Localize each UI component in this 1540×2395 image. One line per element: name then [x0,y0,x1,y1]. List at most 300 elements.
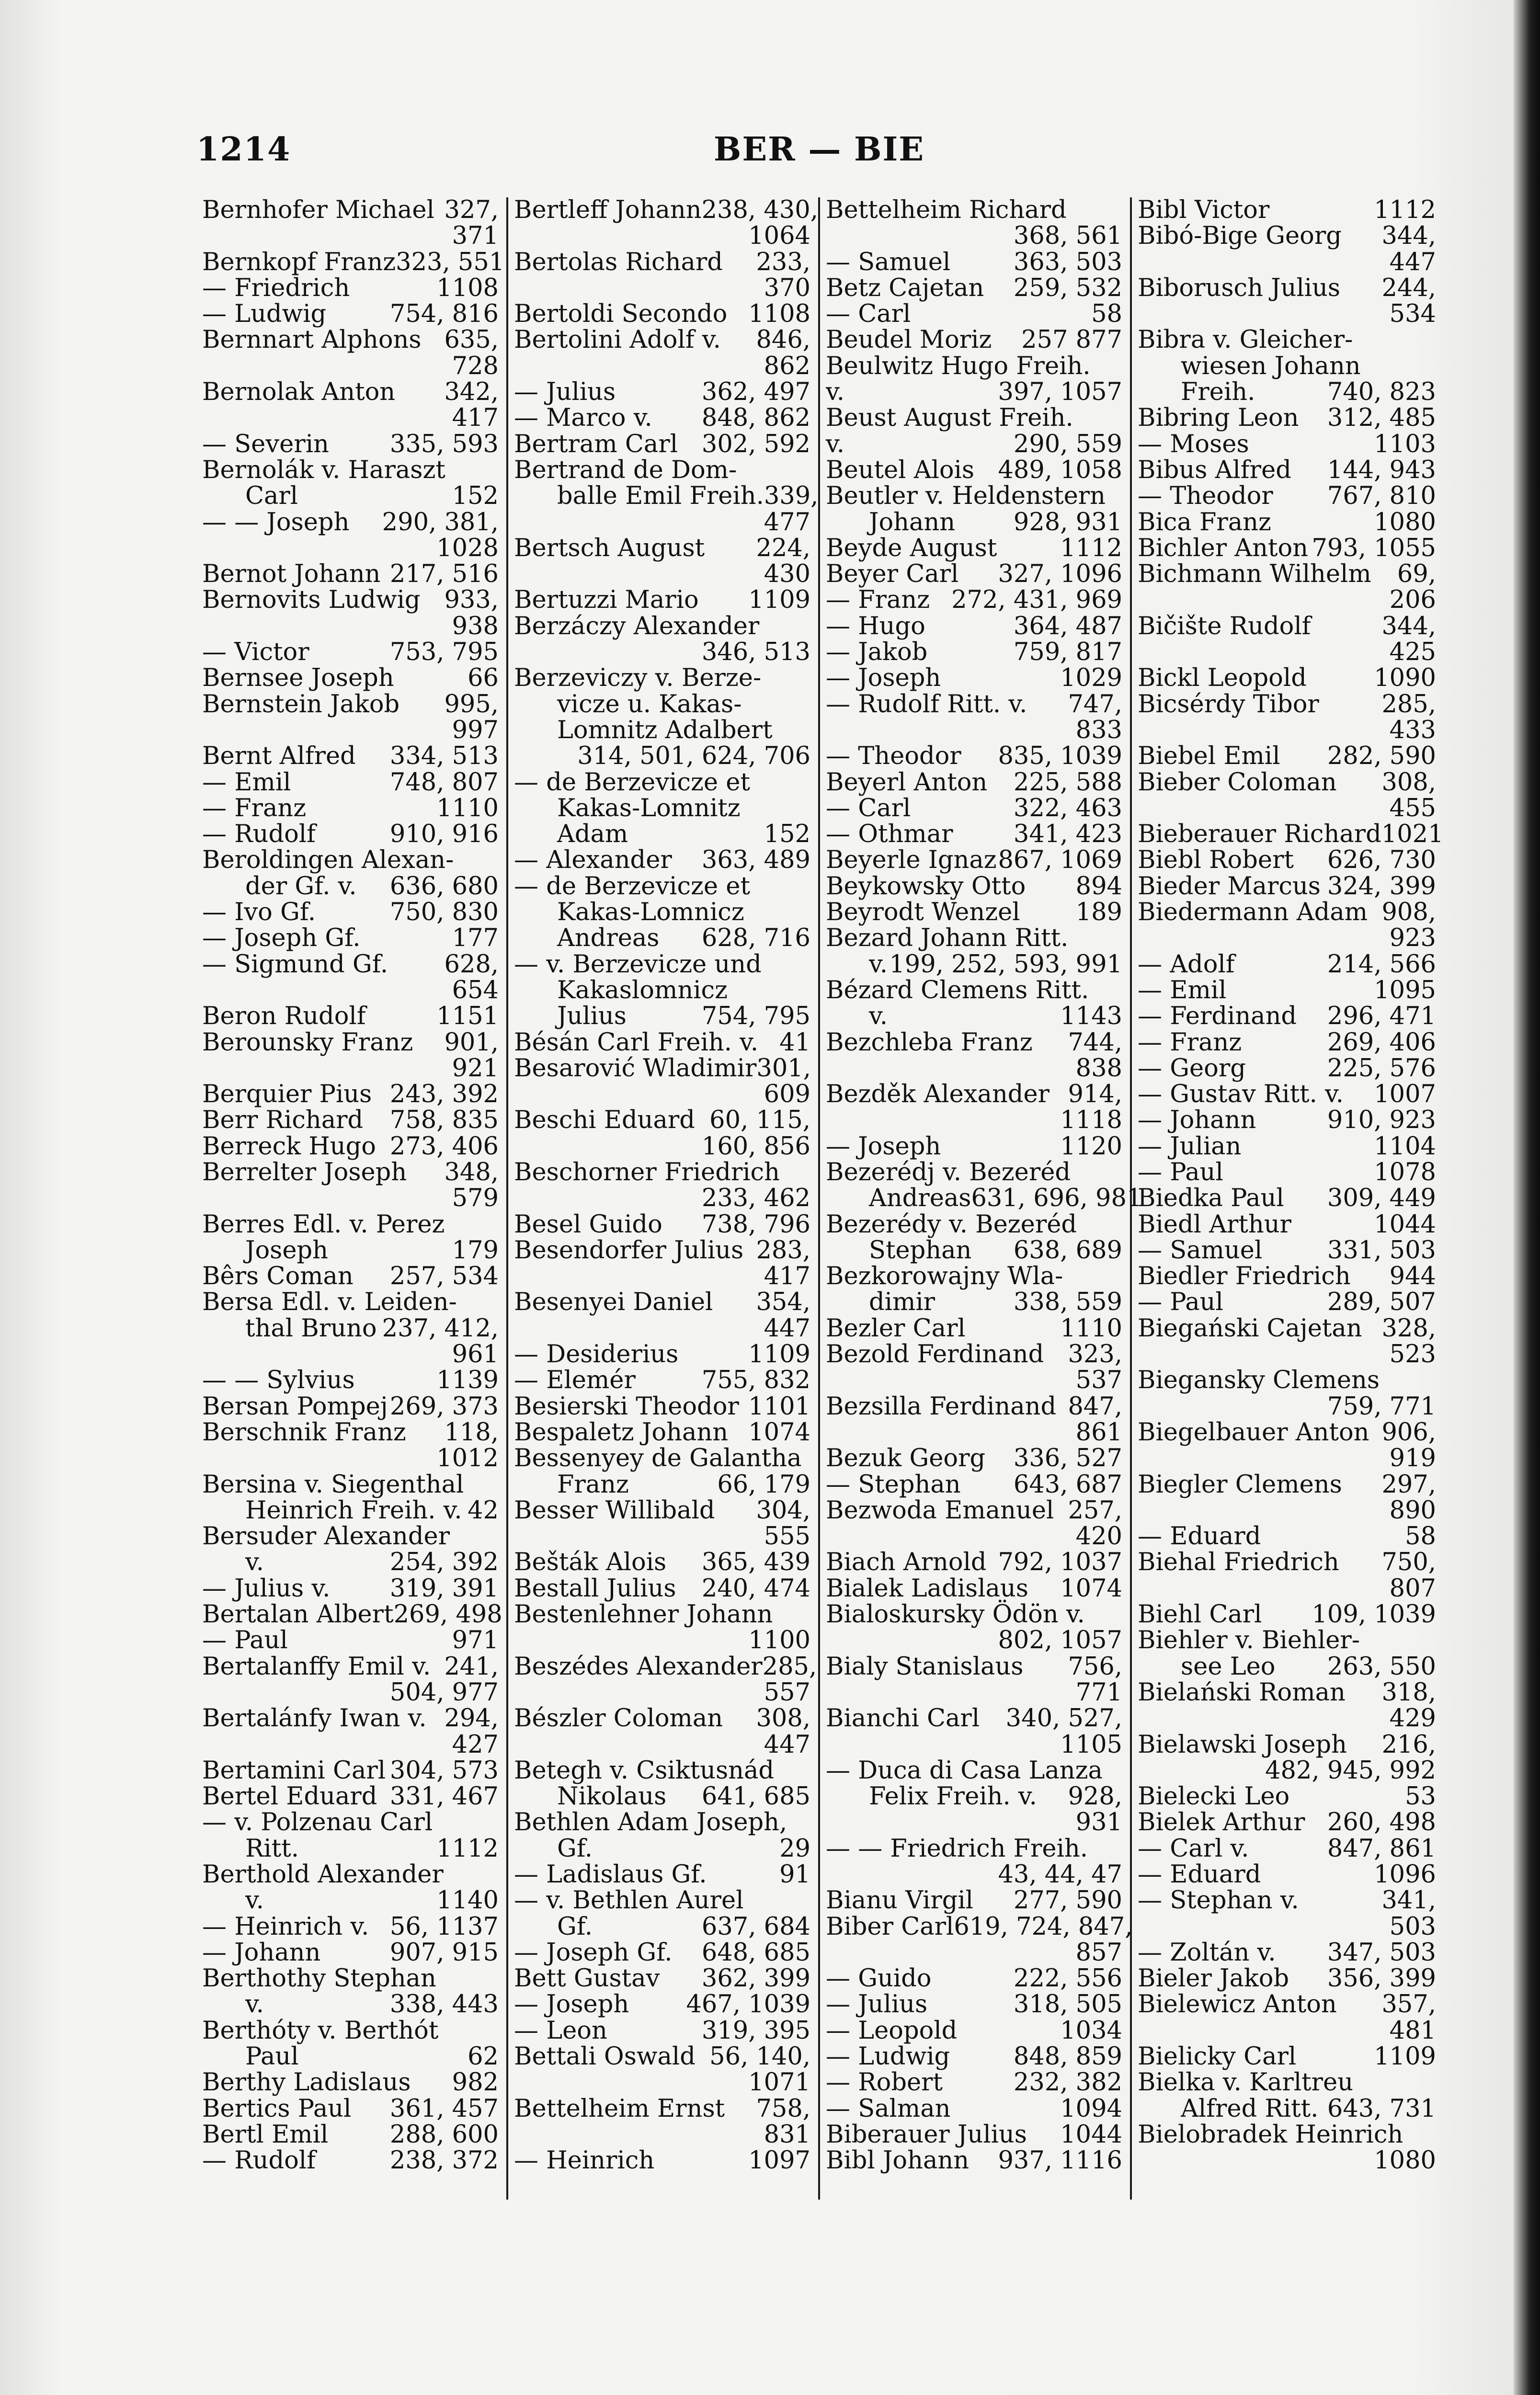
entry-line [1138,354,1436,379]
entry-page-refs: 838 [1075,1054,1122,1083]
entry-line [826,900,1122,925]
entry-name: — Paul [1138,1158,1223,1186]
directory-entry-line [1138,1212,1436,1238]
entry-page-refs: 152 [452,482,499,511]
directory-entry-line [514,1576,810,1602]
entry-line [826,2148,1122,2174]
entry-line [202,1654,499,1680]
entry-line [826,379,1122,405]
directory-entry-line [826,561,1122,587]
directory-entry-line [202,1289,499,1315]
entry-page-refs: 41 [779,1028,810,1057]
entry-page-refs: 312, 485 [1327,404,1436,433]
entry-page-refs: 331, 503 [1327,1236,1436,1265]
entry-page-refs: 890 [1389,1496,1436,1525]
entry-line [826,1784,1122,1810]
entry-line [202,1888,499,1914]
entry-name: balle Emil Freih. [557,482,764,511]
entry-page-refs: 1007 [1374,1080,1436,1109]
entry-name: Kakaslomnicz [557,976,728,1004]
entry-name: Bezděk Alexander [826,1080,1050,1109]
directory-entry-line [1138,614,1436,639]
entry-name: Berzeviczy v. Berze- [514,664,762,693]
entry-name: — Sigmund Gf. [202,950,388,979]
entry-name: vicze u. Kakas- [557,690,742,718]
entry-name: Besenyei Daniel [514,1288,713,1317]
directory-entry-line [202,432,499,457]
entry-line [1138,639,1436,665]
directory-entry-line [1138,1107,1436,1133]
entry-line [202,1368,499,1393]
entry-line [1138,587,1436,613]
entry-line [514,1914,810,1940]
entry-name: Beschi Eduard [514,1106,695,1135]
directory-entry-line [826,692,1122,718]
entry-line [202,1836,499,1862]
entry-line [202,1576,499,1602]
entry-line [1138,2044,1436,2070]
directory-entry-line [514,301,810,327]
entry-name: — Emil [1138,976,1227,1004]
entry-page-refs: 937, 1116 [998,2146,1122,2175]
directory-entry-line [1138,1472,1436,1498]
entry-line [202,1940,499,1966]
directory-entry-line [514,1758,810,1784]
entry-line [826,1732,1122,1758]
entry-name: — Joseph [826,1132,941,1161]
directory-entry-line [202,692,499,718]
directory-entry-line [1138,354,1436,379]
entry-page-refs: 357, [1381,1990,1436,2019]
entry-line [1138,1056,1436,1082]
directory-entry-line [514,1992,810,2018]
entry-name: — Rudolf Ritt. v. [826,690,1027,718]
entry-line [514,925,810,951]
entry-name: Beron Rudolf [202,1002,366,1031]
entry-page-refs: 907, 915 [389,1938,499,1967]
directory-entry-line [1138,1810,1436,1836]
entry-page-refs: 631, 696, 981 [971,1184,1142,1213]
directory-entry-line [1138,1134,1436,1160]
directory-entry-line [826,665,1122,691]
entry-name: Bibus Alfred [1138,456,1291,484]
entry-name: — Ferdinand [1138,1002,1297,1031]
entry-name: Bickl Leopold [1138,664,1307,693]
directory-entry-line [514,1394,810,1420]
entry-line [202,1600,502,1629]
directory-entry-line [1138,665,1436,691]
entry-page-refs: 928, 931 [1013,508,1122,536]
entry-page-refs: 433 [1389,716,1436,744]
entry-line [826,275,1122,301]
entry-line [514,1160,810,1186]
directory-entry-line [826,978,1122,1004]
entry-line [826,1134,1122,1160]
directory-entry-line [514,2096,810,2122]
entry-line [202,1212,499,1238]
entry-page-refs: 1109 [1374,2042,1436,2071]
entry-line [202,1706,499,1732]
directory-entry-line [826,952,1122,978]
entry-line [1138,1966,1436,1992]
directory-entry-line [514,561,810,587]
entry-name: Freih. [1181,378,1255,407]
entry-page-refs: 1080 [1374,2146,1436,2175]
entry-page-refs: 244, [1381,274,1436,302]
entry-page-refs: 1028 [436,534,499,562]
directory-entry-line [514,510,810,536]
entry-line [826,978,1122,1004]
entry-line [1138,1810,1436,1836]
directory-entry-line [202,457,499,483]
entry-page-refs: 309, 449 [1327,1184,1436,1213]
entry-line [514,587,810,613]
entry-line [514,1056,810,1082]
entry-page-refs: 1120 [1060,1132,1122,1161]
entry-line [202,1446,499,1471]
directory-entry-line [202,327,499,353]
entry-page-refs: 277, 590 [1013,1886,1122,1915]
entry-page-refs: 318, 505 [1013,1990,1122,2019]
entry-name: Berzáczy Alexander [514,612,760,640]
entry-page-refs: 654 [452,976,499,1004]
entry-name: — Johann [202,1938,321,1967]
entry-page-refs: 263, 550 [1327,1652,1436,1681]
entry-name: Bieberauer Richard [1138,820,1381,849]
entry-line [514,2096,810,2122]
entry-name: Berthóty v. Berthót [202,2016,439,2045]
entry-line [826,510,1122,536]
entry-page-refs: 341, [1381,1886,1436,1915]
entry-page-refs: 238, 372 [389,2146,499,2175]
entry-line [514,223,810,249]
directory-entry-line [514,1602,810,1628]
entry-name: — — Sylvius [202,1366,355,1395]
entry-name: Besel Guido [514,1210,662,1239]
directory-entry-line [826,275,1122,301]
entry-name: Beust August Freih. [826,404,1073,433]
entry-line [202,1732,499,1758]
directory-entry-line [514,1524,810,1550]
directory-entry-line [202,1342,499,1368]
entry-page-refs: 643, 687 [1013,1470,1122,1499]
directory-entry-line [202,248,505,276]
entry-name: — Joseph Gf. [202,924,361,953]
directory-entry-line [514,1107,810,1133]
entry-line [202,1030,499,1056]
entry-page-refs: 894 [1075,872,1122,901]
directory-entry-line [202,510,499,536]
entry-name: Bielobradek Heinrich [1138,2120,1403,2149]
column-3 [820,196,1142,2200]
entry-line [202,1342,499,1368]
directory-entry-line [514,1134,810,1160]
entry-line [1138,1836,1436,1862]
entry-page-refs: 341, 423 [1013,820,1122,849]
directory-entry-line [1138,1758,1436,1784]
entry-page-refs: 327, [444,196,499,224]
entry-line [202,587,499,613]
entry-line [514,718,810,743]
directory-entry-line [202,1940,499,1966]
directory-entry-line [1138,1004,1436,1029]
entry-name: — Franz [826,586,930,615]
entry-name: — Georg [1138,1054,1246,1083]
entry-name: v. [869,1002,888,1031]
entry-name: — Theodor [826,742,961,771]
entry-name: Bettali Oswald [514,2042,696,2071]
entry-line [826,250,1122,275]
directory-entry-line [202,952,499,978]
entry-page-refs: 214, 566 [1327,950,1436,979]
entry-line [826,432,1122,457]
entry-line [202,275,499,301]
entry-page-refs: 609 [764,1080,810,1109]
entry-name: — Guido [826,1964,932,1993]
entry-line [826,847,1122,873]
entry-page-refs: 747, [1068,690,1122,718]
directory-entry-line [514,2044,810,2070]
entry-page-refs: 489, 1058 [998,456,1122,484]
directory-entry-line [826,510,1122,536]
entry-name: — Paul [202,1626,288,1655]
entry-line [1138,925,1436,951]
entry-page-refs: 285, [762,1652,817,1681]
entry-line [514,847,810,873]
directory-entry-line [1138,770,1436,796]
entry-page-refs: 1029 [1060,664,1122,693]
directory-entry-line [202,1134,499,1160]
entry-name: Joseph [245,1236,328,1265]
entry-name: Biber Carl [826,1912,954,1941]
directory-entry-line [826,1446,1122,1471]
entry-line [1138,1862,1436,1888]
entry-line [826,354,1122,379]
directory-entry-line [202,1264,499,1289]
directory-entry-line [826,2044,1122,2070]
entry-page-refs: 109, 1039 [1312,1600,1436,1629]
entry-line [514,1289,810,1315]
entry-line [514,1940,810,1966]
entry-name: — Heinrich [514,2146,655,2175]
entry-name: Bésán Carl Freih. v. [514,1028,759,1057]
entry-page-refs: 308, [1381,768,1436,797]
entry-name: Biedl Arthur [1138,1210,1291,1239]
directory-entry-line [514,639,810,665]
entry-line [514,250,810,275]
directory-entry-line [514,587,810,613]
directory-entry-line [1138,1238,1436,1264]
directory-entry-line [1138,1576,1436,1602]
entry-line [1138,483,1436,509]
entry-line [826,874,1122,900]
entry-line [1138,1654,1436,1680]
entry-page-refs: 243, 392 [389,1080,499,1109]
entry-line [514,432,810,457]
directory-entry-line [514,665,810,691]
entry-line [514,1030,810,1056]
entry-line [1138,1940,1436,1966]
directory-entry-line [202,379,499,405]
entry-page-refs: 335, 593 [389,430,499,458]
page-header [196,130,1442,173]
entry-line [202,1524,499,1550]
entry-line [1138,2018,1436,2044]
entry-name: Bertalánfy Iwan v. [202,1704,427,1733]
entry-line [826,405,1122,431]
directory-entry-line [202,1784,499,1810]
entry-page-refs: 921 [452,1054,499,1083]
directory-entry-line [1138,1082,1436,1107]
entry-page-refs: 296, 471 [1327,1002,1436,1031]
entry-name: Bezold Ferdinand [826,1340,1044,1369]
entry-page-refs: 1109 [748,1340,810,1369]
directory-entry-line [1138,1836,1436,1862]
entry-line [1138,614,1436,639]
entry-name: Felix Freih. v. [869,1782,1037,1811]
entry-page-refs: 323, 551 [396,248,505,276]
entry-name: Bianchi Carl [826,1704,980,1733]
entry-line [514,510,810,536]
entry-page-refs: 1101 [748,1392,810,1421]
entry-line [826,743,1122,769]
entry-name: Berquier Pius [202,1080,372,1109]
entry-line [202,510,499,536]
directory-entry-line [514,1706,810,1732]
directory-entry-line [202,821,499,847]
entry-name: Bertolini Adolf v. [514,326,721,354]
directory-entry-line [826,587,1122,613]
entry-name: Bernstein Jakob [202,690,400,718]
entry-page-refs: 257 877 [1021,326,1122,354]
entry-page-refs: 429 [1389,1704,1436,1733]
entry-page-refs: 354, [756,1288,810,1317]
directory-entry-line [514,952,810,978]
entry-line [514,1992,810,2018]
directory-entry-line [202,301,499,327]
entry-page-refs: 481 [1389,2016,1436,2045]
directory-entry-line [202,1082,499,1107]
directory-entry-line [514,1550,810,1575]
entry-page-refs: 1044 [1060,2120,1122,2149]
entry-line [1138,1758,1436,1784]
entry-page-refs: 273, 406 [389,1132,499,1161]
entry-name: Biegler Clemens [1138,1470,1342,1499]
directory-entry-line [202,614,499,639]
entry-line [1138,250,1436,275]
directory-entry-line [202,1888,499,1914]
directory-entry-line [514,432,810,457]
directory-entry-line [826,718,1122,743]
entry-name: Bertolas Richard [514,248,723,276]
entry-name: Bertel Eduard [202,1782,377,1811]
entry-line [202,770,499,796]
entry-line [202,1394,499,1420]
entry-name: — Gustav Ritt. v. [1138,1080,1344,1109]
directory-entry-line [514,1914,810,1940]
directory-entry-line [202,1914,499,1940]
entry-name: — — Friedrich Freih. [826,1834,1088,1863]
entry-name: — Rudolf [202,2146,316,2175]
entry-page-refs: 1100 [748,1626,810,1655]
entry-name: Biehal Friedrich [1138,1548,1339,1577]
entry-line [514,482,819,511]
entry-line [202,379,499,405]
entry-page-refs: 637, 684 [701,1912,810,1941]
entry-name: Bianu Virgil [826,1886,973,1915]
entry-page-refs: 294, [444,1704,499,1733]
entry-page-refs: 626, 730 [1327,846,1436,875]
directory-entry-line [514,718,810,743]
entry-line [826,1420,1122,1446]
directory-entry-line [202,1420,499,1446]
directory-entry-line [514,250,810,275]
entry-line [1138,1107,1436,1133]
directory-entry-line [826,1030,1122,1056]
entry-line [1138,770,1436,796]
directory-entry-line [826,900,1122,925]
entry-name: Bialek Ladislaus [826,1574,1028,1603]
entry-name: — Franz [202,794,307,822]
directory-entry-line [202,2096,499,2122]
directory-entry-line [826,1732,1122,1758]
directory-entry-line [826,250,1122,275]
entry-page-refs: 1105 [1060,1730,1122,1759]
entry-name: Bészler Coloman [514,1704,723,1733]
entry-name: Bertalan Albert [202,1600,394,1629]
entry-name: Biedermann Adam [1138,898,1368,927]
directory-entry-line [202,1212,499,1238]
entry-page-refs: 327, 1096 [998,560,1122,589]
entry-name: Bernovits Ludwig [202,586,421,615]
directory-entry-line [202,1836,499,1862]
entry-page-refs: 995, [444,690,499,718]
entry-name: Biebel Emil [1138,742,1280,771]
directory-entry-line [1138,1732,1436,1758]
entry-page-refs: 1078 [1374,1158,1436,1186]
entry-line [202,1134,499,1160]
directory-entry-line [202,2148,499,2174]
entry-line [826,1628,1122,1654]
entry-line [202,718,499,743]
entry-line [826,718,1122,743]
entry-page-refs: 971 [452,1626,499,1655]
entry-line [826,665,1122,691]
entry-line [514,743,810,769]
entry-name: — Paul [1138,1288,1223,1317]
entry-name: — Elemér [514,1366,636,1395]
entry-name: — Ivo Gf. [202,898,316,927]
entry-line [1138,1186,1436,1211]
directory-entry-line [826,483,1122,509]
entry-page-refs: 1110 [436,794,499,822]
directory-entry-line [1138,1992,1436,2018]
entry-page-refs: 807 [1389,1574,1436,1603]
entry-page-refs: 931 [1075,1808,1122,1837]
directory-entry-line [1138,718,1436,743]
directory-entry-line [1138,1342,1436,1368]
entry-line [202,1238,499,1264]
entry-line [514,1342,810,1368]
directory-entry-line [514,196,818,224]
entry-page-refs: 756, [1068,1652,1122,1681]
entry-name: Bielicky Carl [1138,2042,1297,2071]
entry-line [826,1212,1122,1238]
entry-page-refs: 635, [444,326,499,354]
directory-entry-line [202,1550,499,1575]
entry-name: Beyerle Ignaz [826,846,997,875]
entry-name: der Gf. v. [245,872,357,901]
